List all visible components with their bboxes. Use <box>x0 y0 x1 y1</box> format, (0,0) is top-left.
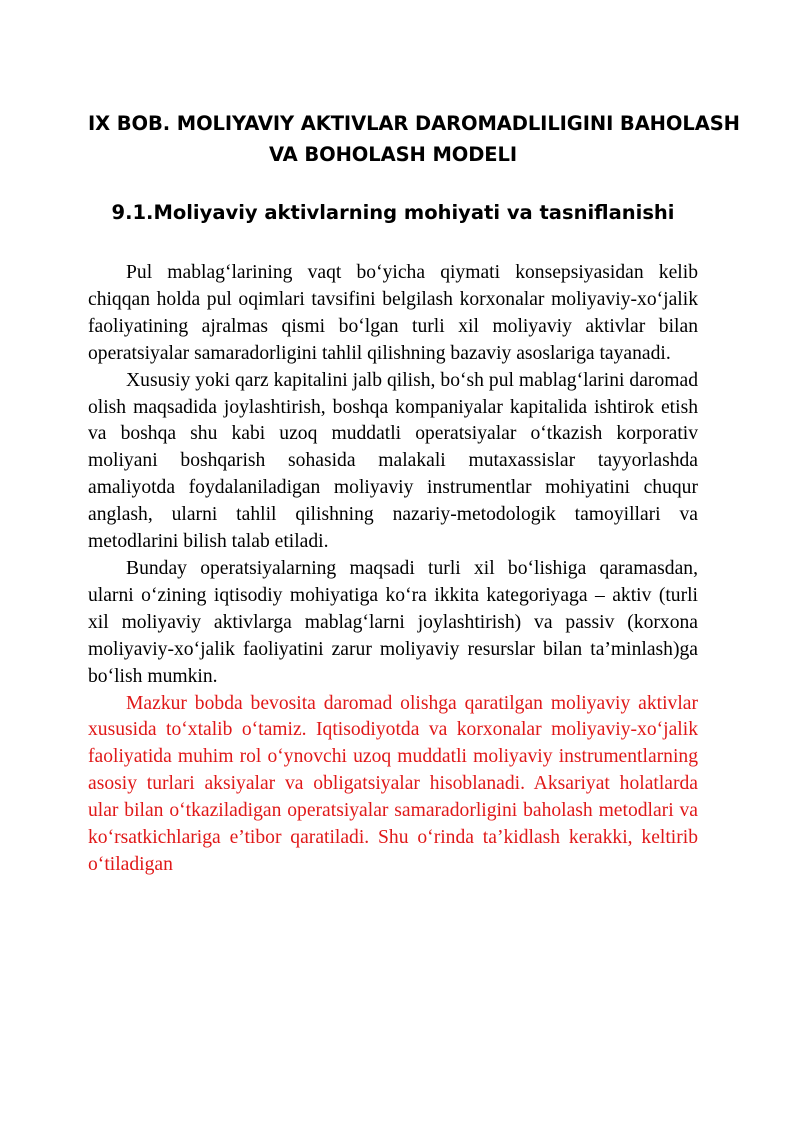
paragraph-4-highlighted: Mazkur bobda bevosita daromad olishga qaratilgan moliyaviy aktivlar xususida to‘xtalib o‘tamiz. Iqtisodiyotda va korxonalar moliyaviy-xo‘jalik faoliyatida muhim rol o‘ynovchi uzoq muddatli moliyaviy instrumentlarning asosiy turlari aksiyalar va obligatsiyalar hisoblanadi. Aksariyat holatlarda ular bilan o‘tkaziladigan operatsiyalar samaradorligini baholash metodlari va ko‘rsatkichlariga e’tibor qaratiladi. Shu o‘rinda ta’kidlash kerakki, keltirib o‘tiladigan <box>88 692 698 875</box>
section-title: 9.1.Moliyaviy aktivlarning mohiyati va tasniflanishi <box>111 201 675 224</box>
paragraph-2: Xususiy yoki qarz kapitalini jalb qilish, bo‘sh pul mablag‘larini daromad olish maqsadida joylashtirish, boshqa kompaniyalar kapitalida ishtirok etish va boshqa shu kabi uzoq muddatli operatsiyalar o‘tkazish korporativ moliyani boshqarish sohasida malakali mutaxassislar tayyorlashda amaliyotda foydalaniladigan moliyaviy instrumentlar mohiyatini chuqur anglash, ularni tahlil qilishning nazariy-metodologik tamoyillari va metodlarini bilish talab etiladi. <box>88 369 698 553</box>
chapter-title-line-1: IX BOB. MOLIYAVIY AKTIVLAR DAROMADLILIGINI BAHOLASH <box>88 112 740 135</box>
document-page <box>88 0 740 879</box>
chapter-title <box>88 108 740 170</box>
paragraph-1: Pul mablag‘larining vaqt bo‘yicha qiymati konsepsiyasidan kelib chiqqan holda pul oqimlari tavsifini belgilash korxonalar moliyaviy-xo‘jalik faoliyatining ajralmas qismi bo‘lgan turli xil moliyaviy aktivlar bilan operatsiyalar samaradorligini tahlil qilishning bazaviy asoslariga tayanadi. <box>88 262 698 364</box>
document-body <box>88 260 698 879</box>
chapter-title-line-2: VA BOHOLASH MODELI <box>268 143 518 166</box>
paragraph-3: Bunday operatsiyalarning maqsadi turli xil bo‘lishiga qaramasdan, ularni o‘zining iqtisodiy mohiyatiga ko‘ra ikkita kategoriyaga – aktiv (turli xil moliyaviy aktivlarga mablag‘larni joylashtirish) va passiv (korxona moliyaviy-xo‘jalik faoliyatini zarur moliyaviy resurslar bilan ta’minlash)ga bo‘lish mumkin. <box>88 557 698 687</box>
